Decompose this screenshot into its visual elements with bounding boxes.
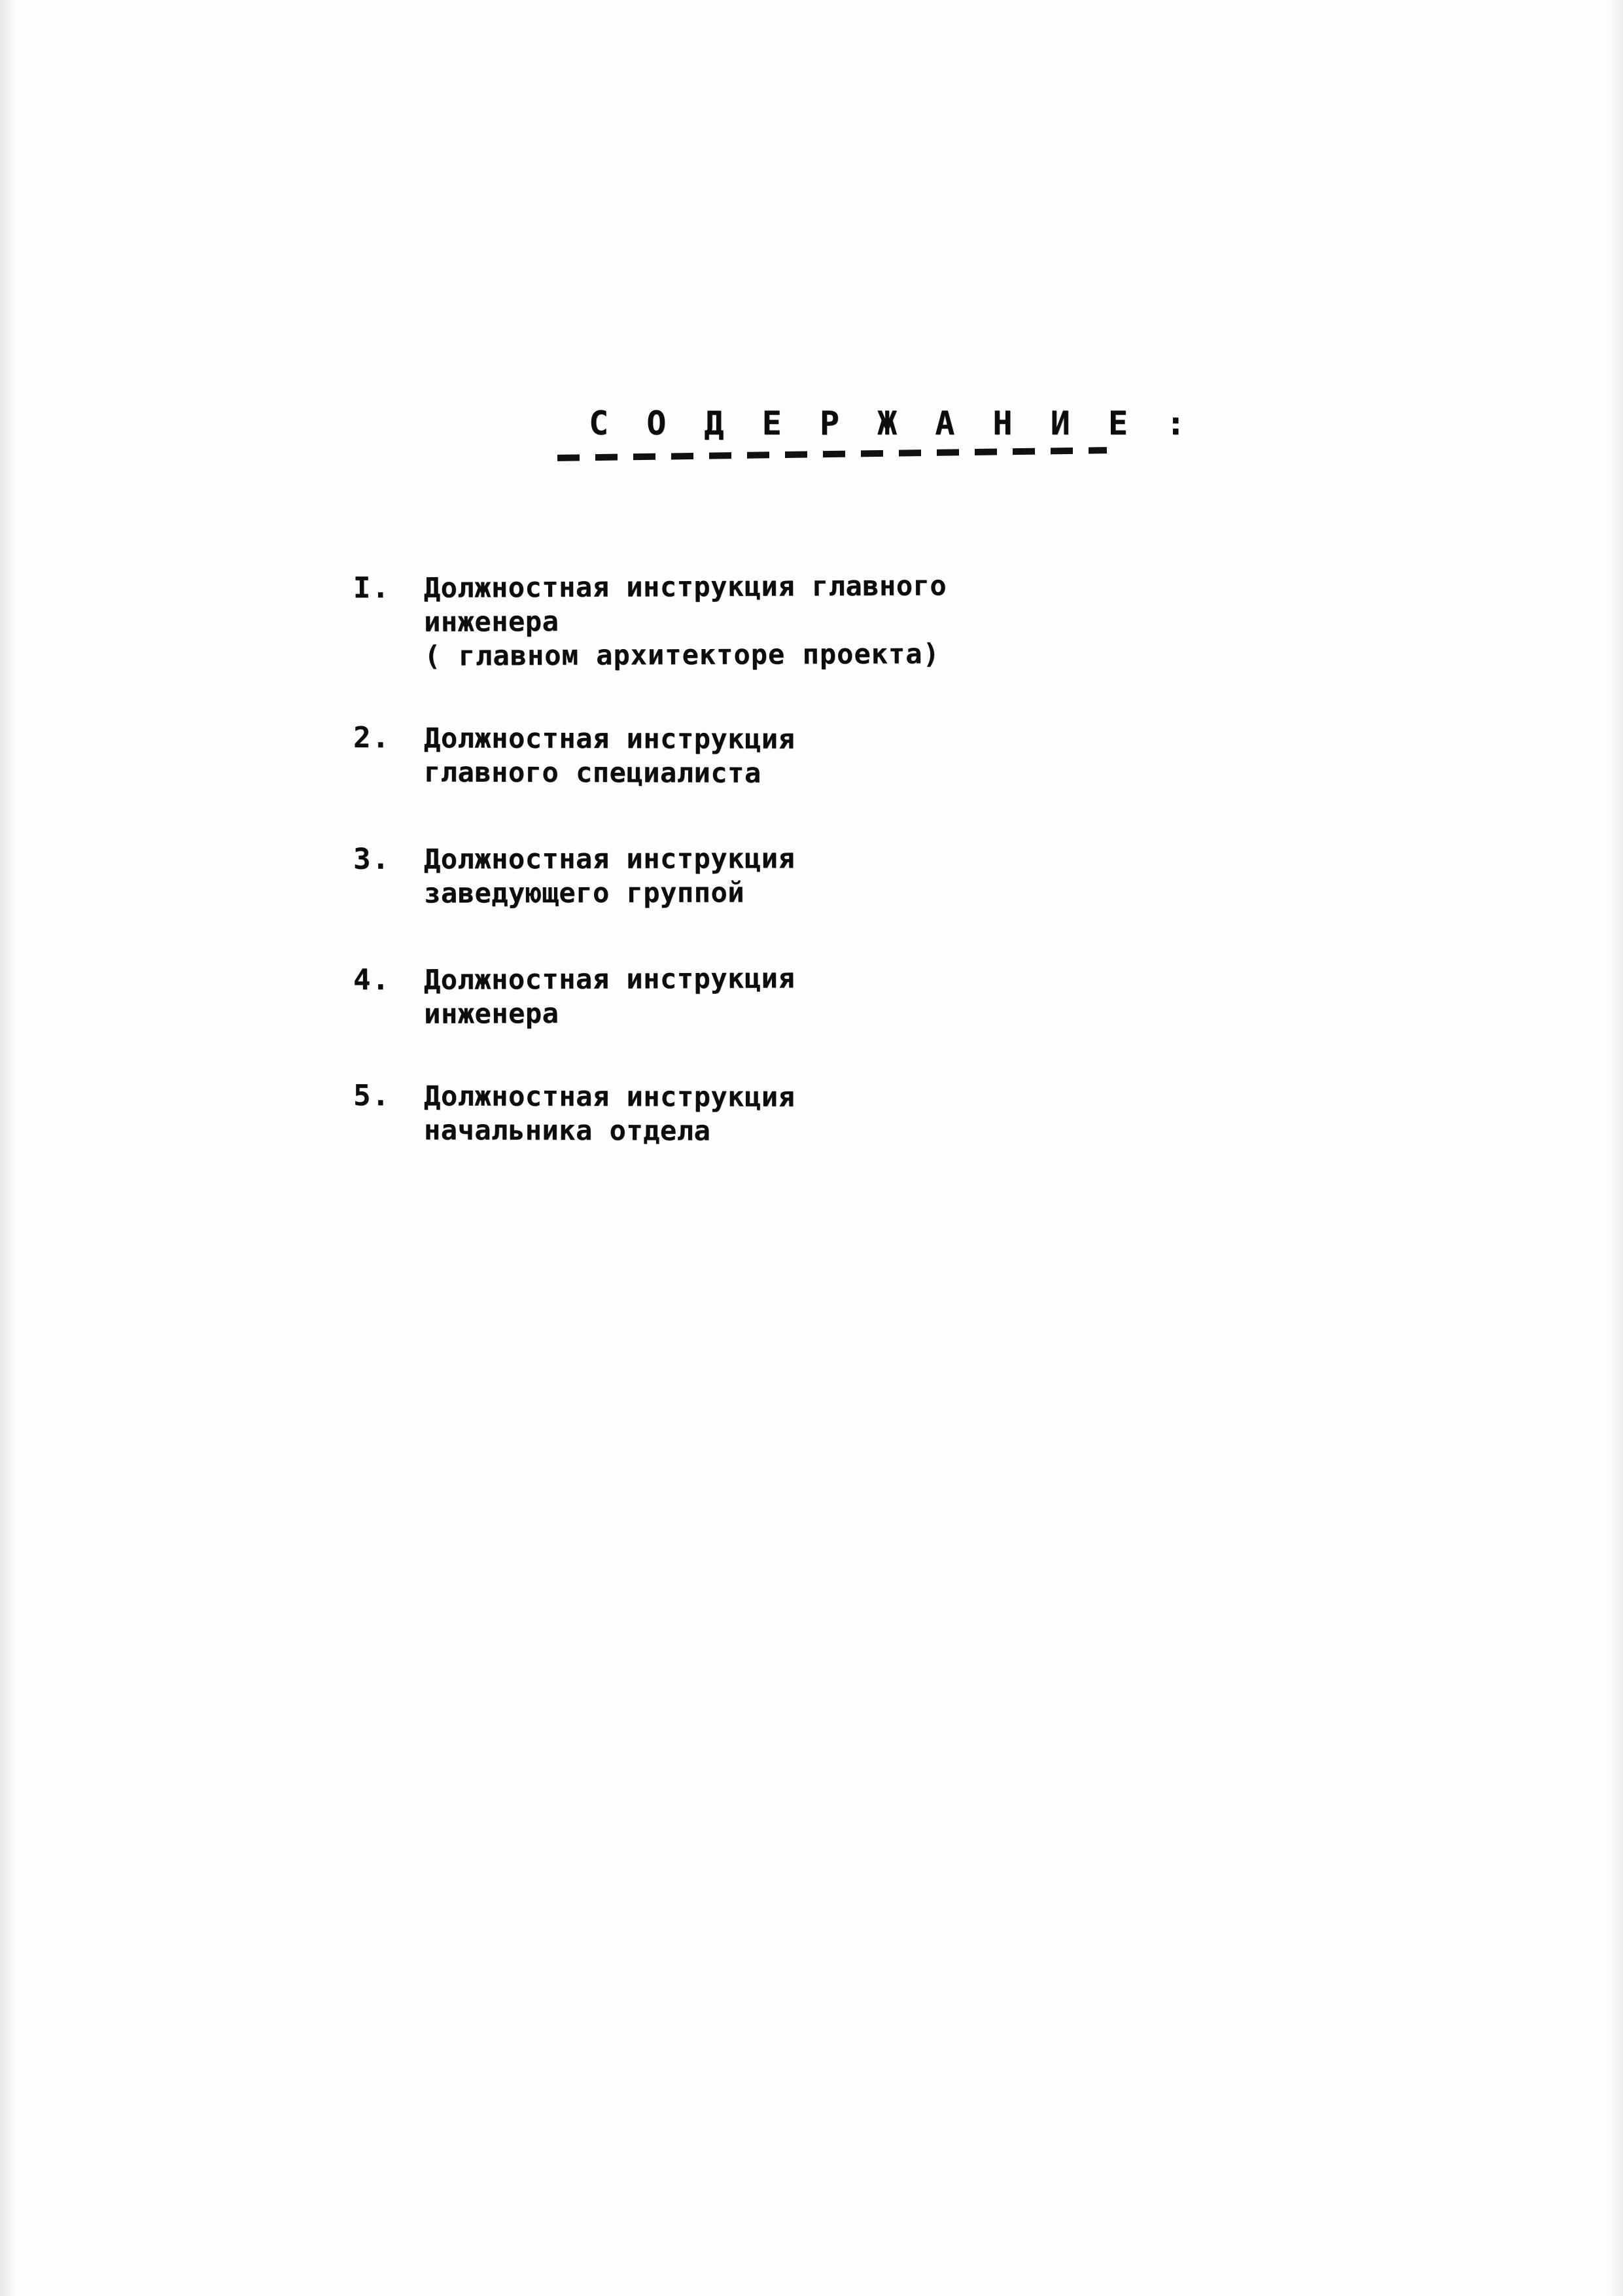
list-item-number: 2. bbox=[353, 721, 391, 755]
list-item-line: инженера bbox=[423, 605, 559, 638]
list-item-number: 3. bbox=[353, 842, 391, 876]
list-item-line: Должностная инструкция bbox=[424, 1080, 795, 1113]
list-item-text bbox=[424, 959, 1335, 1031]
list-item-text bbox=[424, 841, 1335, 911]
page-title: С О Д Е Р Ж А Н И Е : bbox=[589, 404, 1195, 442]
list-item-number: 4. bbox=[353, 963, 391, 997]
list-item-number: 5. bbox=[353, 1078, 391, 1112]
list-item-line: Должностная инструкция bbox=[423, 961, 795, 996]
list-item-line: Должностная инструкция главного bbox=[423, 569, 947, 604]
list-item-line: главного специалиста bbox=[423, 756, 761, 789]
list-item-text bbox=[424, 1079, 1335, 1150]
heading-block bbox=[589, 406, 1243, 457]
list-item bbox=[353, 959, 1335, 1031]
list-item bbox=[353, 1079, 1335, 1150]
list-item bbox=[353, 721, 1335, 792]
list-item-number: I. bbox=[353, 571, 391, 605]
list-item-line: начальника отдела bbox=[423, 1114, 711, 1147]
list-item-line: Должностная инструкция bbox=[424, 722, 795, 756]
heading-underline-dashes bbox=[557, 447, 1107, 461]
list-item-line: заведующего группой bbox=[424, 876, 745, 910]
list-item bbox=[353, 841, 1335, 911]
list-item-line: инженера bbox=[424, 997, 559, 1030]
list-item-line: Должностная инструкция bbox=[423, 842, 795, 875]
list-item-text bbox=[424, 722, 1335, 792]
list-item bbox=[353, 567, 1335, 674]
list-item-text bbox=[424, 567, 1335, 673]
table-of-contents bbox=[353, 569, 1335, 1148]
list-item-line: ( главном архитекторе проекта) bbox=[424, 637, 940, 672]
